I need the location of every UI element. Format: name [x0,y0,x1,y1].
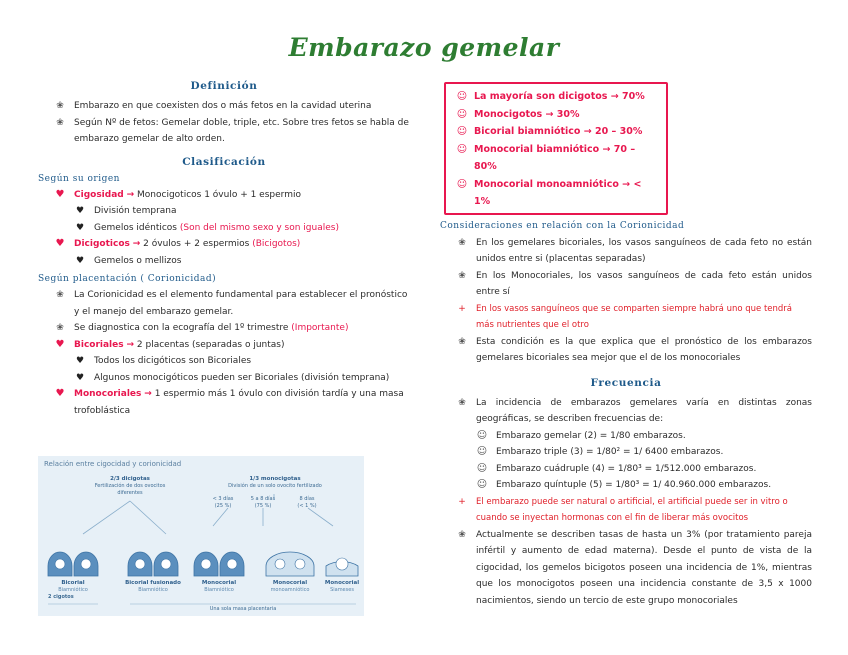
diagram-right-sub: División de un solo ovocito fertilizado [228,483,322,489]
right-column [440,82,812,609]
diagram-label-1: Bicorial [61,580,85,586]
arrow-right-icon: → [126,189,135,200]
fetus-icon [55,559,65,569]
smiley-icon: ☺ [456,143,468,155]
dicigoticos-label: Dicigoticos [74,239,130,249]
fetus-icon [275,559,285,569]
diagram-footer-right: Una sola masa placentaria [209,606,277,612]
diagram-timing-3: 8 días (< 1 %) [297,496,317,509]
list-item: ♥ Algunos monocigóticos pueden ser Bicoriales (división temprana) [38,370,410,387]
flower-bullet-icon: ❀ [56,323,64,333]
diagram-left-head: 2/3 dicigotas [110,476,150,482]
flower-bullet-icon: ❀ [458,529,466,540]
flower-bullet-icon: ❀ [56,101,64,111]
list-item: ☺ Monocorial monoamniótico → < 1% [454,176,658,211]
smiley-icon: ☺ [476,479,488,490]
arrow-right-icon: → [132,239,141,249]
list-item: ☺ La mayoría son dicigotos → 70% [454,88,658,106]
list-item: ❀ La Corionicidad es el elemento fundamental para establecer el pronóstico y el manejo del embarazo gemelar. [38,287,410,320]
diagram-left-sub: Fertilización de dos ovocitos diferentes [94,483,166,496]
heart-bullet-icon: ♥ [75,356,85,366]
heart-bullet-icon: ♥ [55,388,65,399]
smiley-icon: ☺ [476,429,488,441]
stats-box [444,82,668,215]
list-item: ❀ En los gemelares bicoriales, los vasos sanguíneos de cada feto no están unidos entre si (placentas separadas) [440,235,812,268]
arrow-right-icon: → [126,339,135,350]
diagram-timing-2: 5 a 8 días (75 %) [250,496,276,509]
heart-bullet-icon: ♥ [55,338,65,350]
smiley-icon: ☺ [456,91,468,102]
list-item: ❀ Embarazo en que coexisten dos o más fetos en la cavidad uterina [38,98,410,115]
diagram-label-5: Monocorial [324,580,360,586]
list-item: ♥ Gemelos idénticos (Son del mismo sexo y son iguales) [38,220,410,237]
list-item: ☺ Embarazo cuádruple (4) = 1/80³ = 1/512.000 embarazos. [440,461,812,478]
heart-bullet-icon: ♥ [75,372,85,383]
list-item: ☺ Monocigotos → 30% [454,106,658,124]
diagram-right-head: 1/3 monocigotas [249,476,301,482]
diagram-label-4: Monocorial [272,580,308,586]
list-item: ❀ Esta condición es la que explica que el pronóstico de los embarazos gemelares bicoriales sea mejor que el de los monocoriales [440,334,812,367]
diagram-label-2: Bicorial fusionado [125,580,181,586]
list-item: ☺ Embarazo triple (3) = 1/80² = 1/ 6400 embarazos. [440,444,812,461]
fetus-icon [135,559,145,569]
flower-bullet-icon: ❀ [458,270,466,281]
fetus-icon [161,559,171,569]
list-item: ♥ Dicigoticos → 2 óvulos + 2 espermios (Bicigotos) [38,236,410,253]
fetus-icon [295,559,305,569]
list-item: ☺ Embarazo quíntuple (5) = 1/80³ = 1/ 40.960.000 embarazos. [440,477,812,494]
left-column [38,80,410,419]
plus-bullet-icon: + [458,496,466,507]
list-item: ❀ En los Monocoriales, los vasos sanguíneos de cada feto están unidos entre sí [440,268,812,301]
smiley-icon: ☺ [456,126,468,137]
list-item: ❀ La incidencia de embarazos gemelares varía en distintas zonas geográficas, se describen frecuencias de: [440,395,812,428]
list-item: ❀ Actualmente se describen tasas de hasta un 3% (por tratamiento pareja infértil y aumento de edad materna). Desde el punto de vista de la cigocidad, los gemelos bicigotos poseen una incidencia de 1%, mientras que los monocigotos poseen una incidencia constante de 3,5 x 1000 nacimientos, siendo un tercio de este grupo monocoriales [440,527,812,610]
list-item: ☺ Embarazo gemelar (2) = 1/80 embarazos. [440,428,812,445]
origen-subheading: Según su origen [38,173,120,184]
list-item: ♥ Todos los dicigóticos son Bicoriales [38,353,410,370]
heart-bullet-icon: ♥ [75,255,85,266]
smiley-icon: ☺ [476,462,488,474]
heart-bullet-icon: ♥ [55,188,65,200]
fetus-icon [227,559,237,569]
fetus-icon [201,559,211,569]
flower-bullet-icon: ❀ [458,336,466,347]
list-item: ☺ Bicorial biamniótico → 20 – 30% [454,123,658,141]
smiley-icon: ☺ [476,446,488,457]
smiley-icon: ☺ [456,108,468,120]
consideraciones-subheading: Consideraciones en relación con la Corionicidad [440,220,685,231]
cigocidad-corionicidad-diagram: Relación entre cigocidad y corionicidad 2/3 dicigotas Fertilización de dos ovocitos diferentes 1/3 monocigotas División de un solo ovocito fertilizado < 3 días (25 %) 5 a 8 días (75 %) 8 días (< 1 %) Bicorial Biamniótico Bicorial fusionado Biamniótico Monocorial Biamniótico Monocorial monoamniótico Monocorial Siameses 2 cigotos Una sola masa placentaria [38,456,364,616]
smiley-icon: ☺ [456,178,468,190]
list-item: ☺ Monocorial biamniótico → 70 – 80% [454,141,658,176]
heart-bullet-icon: ♥ [75,222,85,233]
list-item: ❀ Se diagnostica con la ecografía del 1º trimestre (Importante) [38,320,410,337]
placentacion-subheading: Según placentación ( Corionicidad) [38,274,217,284]
flower-bullet-icon: ❀ [458,397,466,408]
sac-icon [266,552,314,576]
list-item: + En los vasos sanguíneos que se comparten siempre habrá uno que tendrá más nutrientes que el otro [440,301,812,334]
definicion-heading: Definición [190,80,258,92]
page-title: Embarazo gemelar [288,33,560,62]
diagram-title: Relación entre cigocidad y corionicidad [44,460,182,468]
flower-bullet-icon: ❀ [458,237,466,248]
list-item: ♥ Monocoriales → 1 espermio más 1 óvulo con división tardía y una masa trofoblástica [38,386,410,419]
heart-bullet-icon: ♥ [75,206,85,216]
flower-bullet-icon: ❀ [56,290,64,300]
monocoriales-label: Monocoriales [74,389,142,399]
diagram-label-3: Monocorial [201,580,237,586]
fetus-icon [336,558,348,570]
cigosidad-label: Cigosidad [74,189,124,200]
heart-bullet-icon: ♥ [55,238,65,249]
arrow-right-icon: → [144,389,152,399]
list-item: + El embarazo puede ser natural o artificial, el artificial puede ser in vitro o cuando se inyectan hormonas con el fin de liberar más ovocitos [440,494,812,527]
flower-bullet-icon: ❀ [56,117,64,128]
diagram-timing-1: < 3 días (25 %) [212,496,234,509]
list-item: ❀ Según Nº de fetos: Gemelar doble, triple, etc. Sobre tres fetos se habla de embarazo gemelar de alto orden. [38,115,410,148]
bicoriales-label: Bicoriales [74,339,124,350]
list-item: ♥ Cigosidad → Monocigoticos 1 óvulo + 1 espermio [38,187,410,204]
frecuencia-heading: Frecuencia [590,376,662,389]
list-item: ♥ Bicoriales → 2 placentas (separadas o juntas) [38,337,410,354]
fetus-icon [81,559,91,569]
plus-bullet-icon: + [458,303,466,314]
clasificacion-heading: Clasificación [182,155,266,168]
list-item: ♥ Gemelos o mellizos [38,253,410,270]
list-item: ♥ División temprana [38,203,410,220]
diagram-footer-left: 2 cigotos [48,594,74,600]
